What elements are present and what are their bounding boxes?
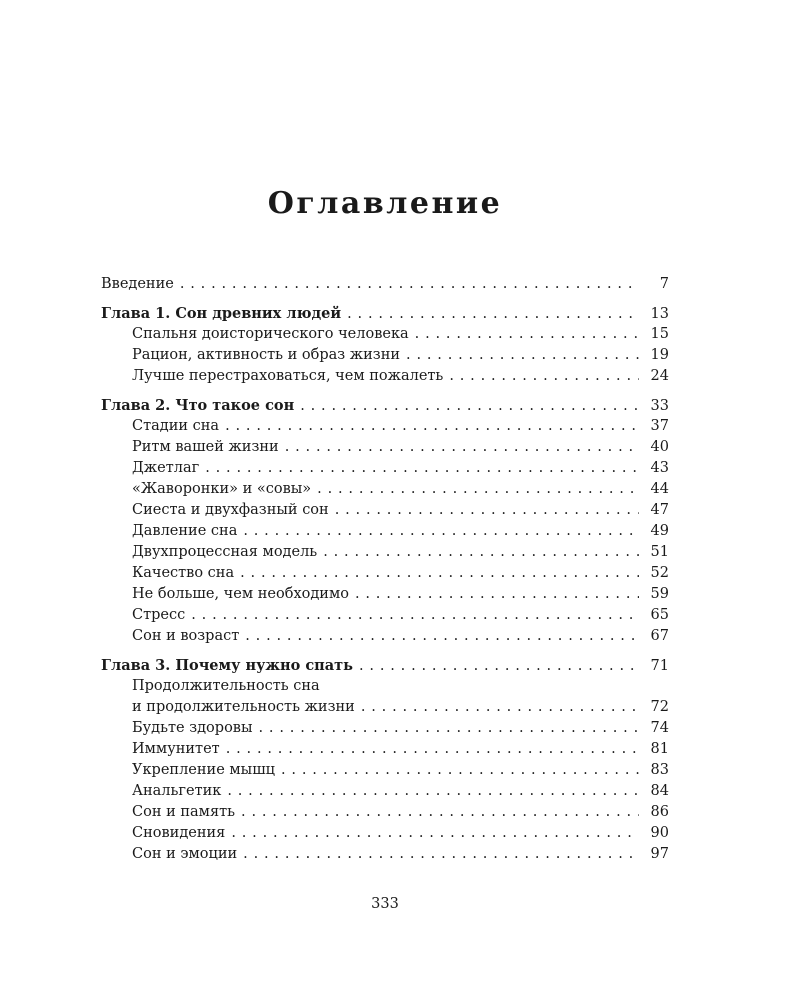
toc-entry	[101, 479, 669, 500]
toc-entry	[101, 718, 669, 739]
toc-entry	[101, 324, 669, 345]
toc-entry	[101, 823, 669, 844]
toc-entry-page: 37	[650, 418, 669, 434]
toc-entry-page: 24	[650, 368, 669, 384]
dot-leader	[323, 542, 639, 563]
toc-entry-page: 97	[650, 846, 669, 862]
toc-entry-label: Давление сна	[132, 523, 238, 539]
toc-entry-label: Двухпроцессная модель	[132, 544, 318, 560]
toc-entry	[101, 781, 669, 802]
toc-entry-page: 83	[650, 762, 669, 778]
page-number: 333	[371, 896, 399, 912]
dot-leader	[225, 416, 639, 437]
toc-entry-label: Сон и возраст	[132, 628, 240, 644]
dot-leader	[355, 584, 639, 605]
dot-leader	[180, 274, 639, 295]
toc-entry-page: 40	[650, 439, 669, 455]
dot-leader	[191, 605, 639, 626]
toc-entry-label: Продолжительность сна	[132, 678, 320, 694]
toc-entry	[101, 739, 669, 760]
toc-entry-label: Иммунитет	[132, 741, 220, 757]
dot-leader	[205, 458, 639, 479]
chapter-heading: Глава 3. Почему нужно спать	[101, 657, 353, 674]
dot-leader	[361, 697, 639, 718]
toc-chapter-2	[101, 395, 669, 416]
toc-entry	[101, 605, 669, 626]
toc-entry-page: 52	[650, 565, 669, 581]
chapter-heading: Глава 2. Что такое сон	[101, 397, 295, 414]
toc-entry-page: 19	[650, 347, 669, 363]
toc-entry	[101, 802, 669, 823]
toc-entry-label: Сиеста и двухфазный сон	[132, 502, 329, 518]
dot-leader	[245, 626, 639, 647]
toc-entry-page: 67	[650, 628, 669, 644]
dot-leader	[300, 396, 639, 417]
toc-entry-page: 84	[650, 783, 669, 799]
toc-entry	[101, 458, 669, 479]
dot-leader	[281, 760, 639, 781]
dot-leader	[227, 781, 639, 802]
toc-entry-page: 81	[650, 741, 669, 757]
table-of-contents	[101, 274, 669, 865]
toc-entry	[101, 563, 669, 584]
toc-entry	[101, 521, 669, 542]
dot-leader	[335, 500, 639, 521]
toc-entry-label: Стресс	[132, 607, 186, 623]
toc-entry-label-continued: и продолжительность жизни	[132, 699, 355, 715]
dot-leader	[231, 823, 639, 844]
dot-leader	[406, 345, 639, 366]
toc-entry-page: 51	[650, 544, 669, 560]
toc-entry-page: 86	[650, 804, 669, 820]
toc-entry	[101, 844, 669, 865]
toc-entry	[101, 584, 669, 605]
toc-entry-page: 74	[650, 720, 669, 736]
toc-chapter-1	[101, 303, 669, 324]
toc-entry-label: Сон и память	[132, 804, 236, 820]
toc-entry-label: Ритм вашей жизни	[132, 439, 279, 455]
dot-leader	[259, 718, 639, 739]
toc-entry	[101, 760, 669, 781]
toc-entry	[101, 416, 669, 437]
toc-entry-label: Укрепление мышц	[132, 762, 276, 778]
toc-entry	[101, 437, 669, 458]
toc-entry-label: Сновидения	[132, 825, 226, 841]
toc-entry-label: Сон и эмоции	[132, 846, 238, 862]
toc-entry-page: 15	[650, 326, 669, 342]
dot-leader	[359, 656, 639, 677]
dot-leader	[243, 521, 639, 542]
toc-entry-page: 44	[650, 481, 669, 497]
dot-leader	[243, 844, 639, 865]
chapter-page: 33	[650, 398, 669, 414]
dot-leader	[449, 366, 639, 387]
toc-entry-intro	[101, 274, 669, 295]
dot-leader	[241, 802, 639, 823]
toc-entry-label: Рацион, активность и образ жизни	[132, 347, 401, 363]
chapter-page: 13	[650, 306, 669, 322]
toc-chapter-3	[101, 655, 669, 676]
toc-entry-page: 43	[650, 460, 669, 476]
toc-entry-label: Качество сна	[132, 565, 235, 581]
dot-leader	[226, 739, 639, 760]
toc-entry-page: 7	[659, 276, 669, 292]
toc-entry-page: 59	[650, 586, 669, 602]
chapter-heading: Глава 1. Сон древних людей	[101, 305, 342, 322]
toc-entry-label: Стадии сна	[132, 418, 220, 434]
toc-entry	[101, 345, 669, 366]
chapter-page: 71	[650, 658, 669, 674]
toc-entry-first-line	[101, 676, 669, 697]
toc-entry-page: 47	[650, 502, 669, 518]
toc-entry	[101, 626, 669, 647]
toc-entry-page: 90	[650, 825, 669, 841]
dot-leader	[347, 304, 639, 325]
toc-entry-page: 72	[650, 699, 669, 715]
dot-leader	[285, 437, 639, 458]
toc-entry-label: Будьте здоровы	[132, 720, 253, 736]
toc-entry-label: Лучше перестраховаться, чем пожалеть	[132, 368, 444, 384]
toc-entry	[101, 366, 669, 387]
toc-entry-label: Спальня доисторического человека	[132, 326, 409, 342]
page-title: Оглавление	[267, 186, 503, 221]
toc-entry	[101, 697, 669, 718]
toc-entry	[101, 500, 669, 521]
dot-leader	[240, 563, 639, 584]
dot-leader	[317, 479, 639, 500]
toc-entry-page: 65	[650, 607, 669, 623]
dot-leader	[415, 324, 639, 345]
toc-entry-label: Джетлаг	[132, 460, 200, 476]
toc-entry-label: Анальгетик	[132, 783, 222, 799]
toc-entry-label: Не больше, чем необходимо	[132, 586, 349, 602]
toc-entry-label: Введение	[101, 276, 174, 292]
toc-entry-page: 49	[650, 523, 669, 539]
toc-entry	[101, 542, 669, 563]
toc-entry-label: «Жаворонки» и «совы»	[132, 481, 312, 497]
